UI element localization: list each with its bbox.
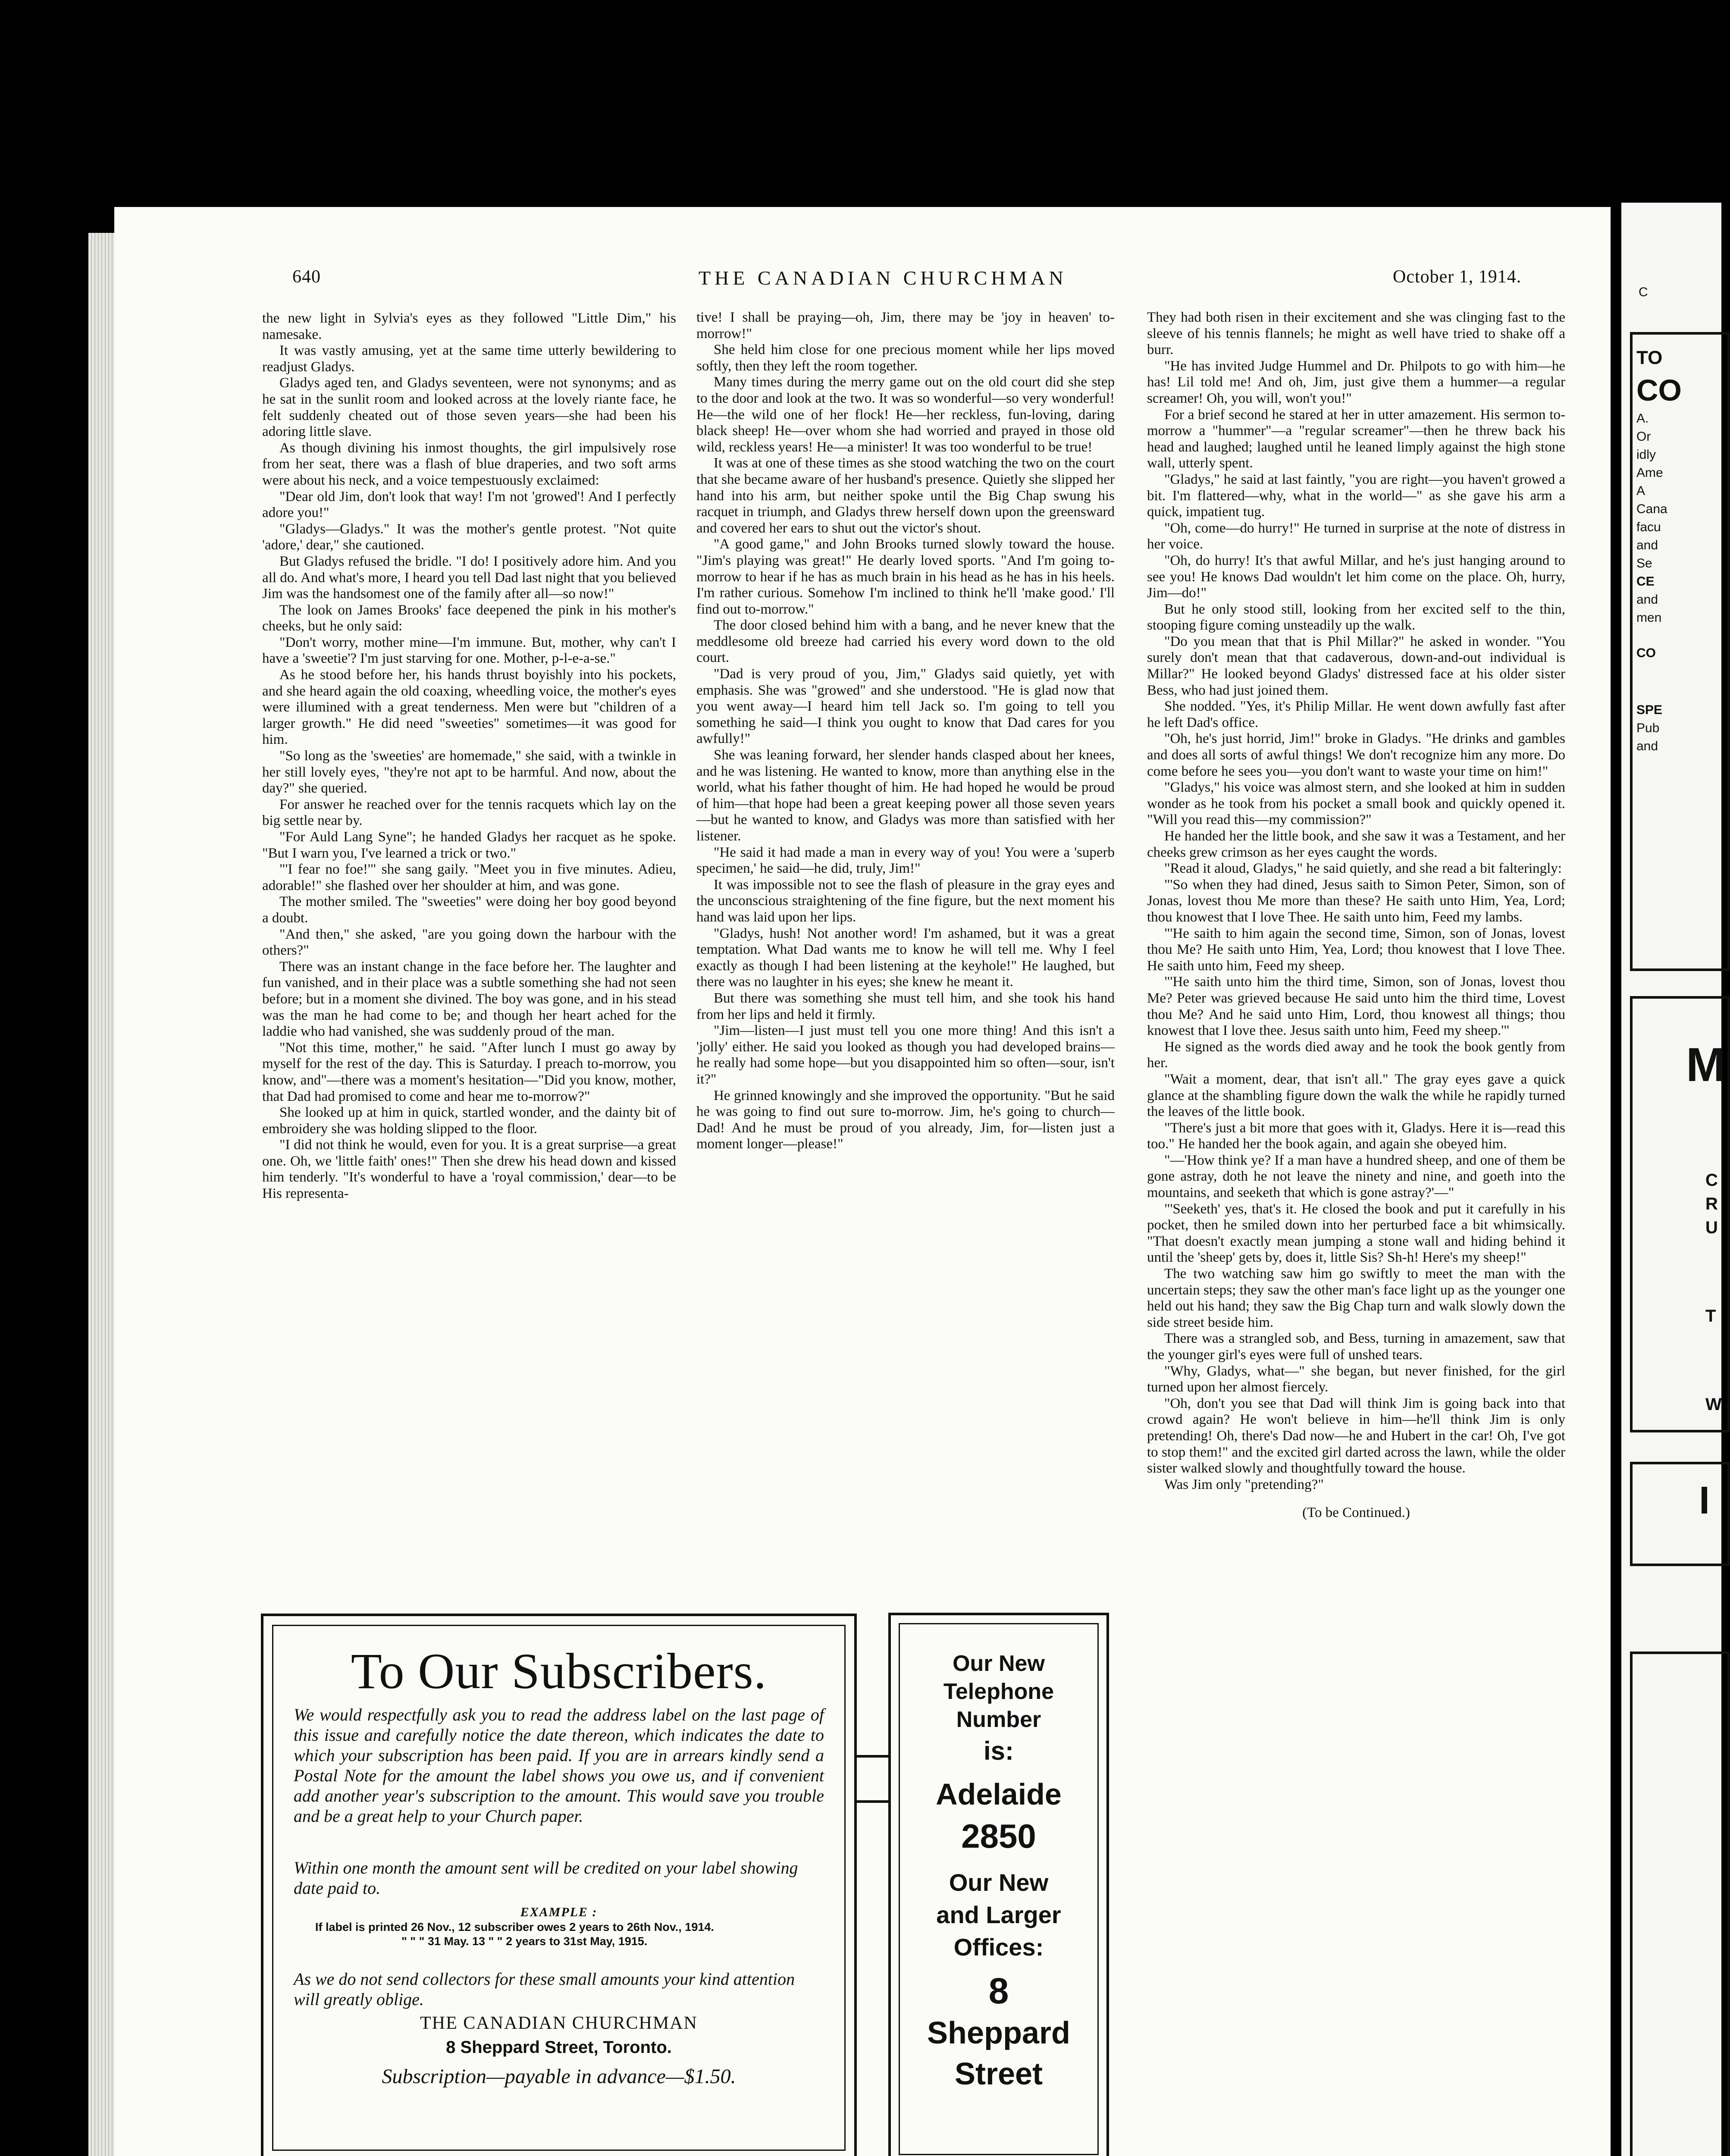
- paragraph: Many times during the merry game out on the old court did she step to the door and look at the two. It was so wonderful—so very wonderful! He—the wild one of her flock! He—her reckless, fun-loving, daring black sheep! He—over whom she had worried and prayed in those old wild, reckless years! He—a minister! It was too wonderful to be true!: [696, 374, 1115, 455]
- fragment: and: [1636, 739, 1658, 753]
- continued-notice: (To be Continued.): [1302, 1505, 1410, 1521]
- paragraph: As he stood before her, his hands thrust boyishly into his pockets, and she heard again the old coaxing, wheedling voice, the mother's eyes were illumined with a great tenderness. Men were but "children of a larger growth." He did need "sweeties" sometimes—it was good for him.: [262, 667, 676, 748]
- fragment: U: [1705, 1218, 1718, 1237]
- tel-number: 2850: [961, 1817, 1036, 1855]
- paragraph: "'He saith to him again the second time, Simon, son of Jonas, lovest thou Me? He saith unto Him, Yea, Lord; thou knowest that I love Thee. He saith unto him, Feed my sheep.: [1147, 925, 1565, 974]
- paragraph: "Read it aloud, Gladys," he said quietly, and she read a bit falteringly:: [1164, 861, 1562, 877]
- paragraph: "Gladys," he said at last faintly, "you are right—you haven't growed a bit. I'm flattered—why, what in the world—" as she gave his arm a quick, impatient tug.: [1147, 471, 1565, 520]
- paragraph: It was impossible not to see the flash of pleasure in the gray eyes and the unconscious straightening of the fine figure, but the next moment his hand was laid upon her lips.: [696, 877, 1115, 925]
- tel-street: Street: [954, 2057, 1043, 2091]
- paragraph: For answer he reached over for the tennis racquets which lay on the big settle near by.: [262, 796, 676, 829]
- paragraph: "A good game," and John Brooks turned slowly toward the house. "Jim's playing was great!" He dearly loved sports. "And I'm going to-morrow to hear if he has as much brain in his head as he has in his heels. I'm rather curious. Somehow I'm inclined to think he'll 'make good.' I'll find out to-morrow.": [696, 536, 1115, 617]
- paragraph: She looked up at him in quick, startled wonder, and the dainty bit of embroidery she was holding slipped to the floor.: [262, 1105, 676, 1137]
- fragment: CO: [1636, 646, 1656, 660]
- paragraph: The two watching saw him go swiftly to meet the man with the uncertain steps; they saw the other man's face light up as the younger one held out his hand; they saw the Big Chap turn and walk slowly down the side street beside him.: [1147, 1266, 1565, 1330]
- paragraph: tive! I shall be praying—oh, Jim, there may be 'joy in heaven' to-morrow!": [696, 310, 1115, 342]
- fragment: Or: [1636, 429, 1651, 444]
- paragraph: "And then," she asked, "are you going down the harbour with the others?": [262, 926, 676, 959]
- paragraph: As though divining his inmost thoughts, the girl impulsively rose from her seat, there was a flash of blue draperies, and two soft arms were about his neck, and a voice tempestuously exclaimed:: [262, 440, 676, 488]
- tel-line: is:: [983, 1736, 1014, 1765]
- collectors-notice: As we do not send collectors for these small amounts your kind attention will greatly oblige.: [294, 1969, 795, 2009]
- paragraph: But Gladys refused the bridle. "I do! I positively adore him. And you all do. And what's more, I heard you tell Dad last night that you believed Jim was the handsomest one of the family after all—so now!": [262, 553, 676, 602]
- paragraph: "He said it had made a man in every way of you! You were a 'superb specimen,' he said—he did, truly, Jim!": [696, 844, 1115, 877]
- subscribers-body: We would respectfully ask you to read the address label on the last page of this issue and carefully notice the date thereon, which indicates the date to which your subscription has been paid. If you are in arrears kindly send a Postal Note for the amount the label shows you owe us, and if convenient add another year's subscription to the amount. This would save you trouble and be a great help to your Church paper.: [294, 1705, 824, 1826]
- paragraph: "Gladys," his voice was almost stern, and she looked at him in sudden wonder as he took from his pocket a small book and quickly opened it. "Will you read this—my commission?": [1147, 780, 1565, 828]
- tel-street-number: 8: [988, 1971, 1009, 2011]
- fragment: Se: [1636, 556, 1652, 570]
- paragraph: "Not this time, mother," he said. "After lunch I must go away by myself for the rest of the day. This is Saturday. I preach to-morrow, you know, and"—there was a moment's hesitation—"Did you know, mother, that Dad had promised to come and hear me to-morrow?": [262, 1040, 676, 1104]
- paragraph: He signed as the words died away and he took the book gently from her.: [1147, 1039, 1565, 1071]
- adjacent-box-1-text: [1636, 345, 1682, 755]
- fragment: CO: [1636, 373, 1682, 407]
- fragment: C: [1705, 1171, 1718, 1190]
- paragraph: They had both risen in their excitement and she was clinging fast to the sleeve of his tennis flannels; he might as well have tried to shake off a burr.: [1147, 310, 1565, 358]
- paragraph: It was at one of these times as she stood watching the two on the court that she became aware of her husband's presence. Quietly she slipped her hand into his arm, but neither spoke until the Big Chap swung his racquet in triumph, and Gladys threw herself down upon the greensward and covered her ears to shut out the victor's shout.: [696, 455, 1115, 536]
- story-column-3: [1147, 310, 1565, 2155]
- paragraph: "Dad is very proud of you, Jim," Gladys said quietly, yet with emphasis. She was "growed" and she understood. "He is glad now that you went away—I heard him tell Jack so. I'm going to tell you something he said—I think you ought to know that Dad cares for you awfully!": [696, 666, 1115, 747]
- paragraph: There was a strangled sob, and Bess, turning in amazement, saw that the younger girl's eyes were full of unshed tears.: [1147, 1331, 1565, 1363]
- masthead-title: THE CANADIAN CHURCHMAN: [699, 267, 1067, 289]
- fragment: SPE: [1636, 703, 1663, 717]
- fragment: idly: [1636, 448, 1656, 462]
- paragraph: "So long as the 'sweeties' are homemade," she said, with a twinkle in her still lovely eyes, "they're not apt to be harmful. And now, about the day?" she queried.: [262, 748, 676, 796]
- paragraph: "'Seeketh' yes, that's it. He closed the book and put it carefully in his pocket, then he smiled down into her perturbed face a bit whimsically. "That doesn't exactly mean jumping a stone wall and hiding behind it until the 'sheep' gets by, does it, little Sis? Sh-h! Here's my sheep!": [1147, 1201, 1565, 1266]
- paragraph: "Why, Gladys, what—" she began, but never finished, for the girl turned upon her almost fiercely.: [1147, 1363, 1565, 1395]
- paragraph: Was Jim only "pretending?": [1164, 1476, 1324, 1492]
- publisher-address: 8 Sheppard Street, Toronto.: [446, 2038, 672, 2057]
- paragraph: "He has invited Judge Hummel and Dr. Philpots to go with him—he has! Lil told me! And oh, Jim, just give them a hummer—a regular screamer! Oh, you will, won't you!": [1147, 358, 1565, 406]
- paragraph: "Gladys—Gladys." It was the mother's gentle protest. "Not quite 'adore,' dear," she cautioned.: [262, 521, 676, 553]
- subscription-price: Subscription—payable in advance—$1.50.: [382, 2065, 736, 2088]
- adjacent-box-4: [1630, 1651, 1730, 2156]
- fragment: TO: [1636, 347, 1663, 368]
- fragment: M: [1686, 1038, 1726, 1091]
- paragraph: It was vastly amusing, yet at the same time utterly bewildering to readjust Gladys.: [262, 343, 676, 375]
- subscribers-heading: To Our Subscribers.: [351, 1643, 767, 1699]
- example-line: If label is printed 26 Nov., 12 subscriber owes 2 years to 26th Nov., 1914.: [315, 1921, 714, 1934]
- adjacent-box-3-text: [1699, 1479, 1710, 1522]
- story-column-2: [696, 310, 1115, 1597]
- ad-connector-rule: [852, 1755, 888, 1758]
- paragraph: "Oh, do hurry! It's that awful Millar, and he's just hanging around to see you! He knows Dad wouldn't let him come on the place. Oh, hurry, Jim—do!": [1147, 552, 1565, 601]
- subscribers-notice: [261, 1614, 857, 2156]
- paragraph: "—'How think ye? If a man have a hundred sheep, and one of them be gone astray, doth he not leave the ninety and nine, and goeth into the mountains, and seeketh that which is gone astray?'—": [1147, 1152, 1565, 1201]
- fragment: facu: [1636, 520, 1661, 534]
- paragraph: For a brief second he stared at her in utter amazement. His sermon to-morrow a "hummer"—a "regular screamer"—then he threw back his head and laughed; laughed until he leaned limply against the high stone wall, utterly spent.: [1147, 407, 1565, 471]
- fragment: C: [1639, 285, 1648, 299]
- paragraph: "Jim—listen—I just must tell you one more thing! And this isn't a 'jolly' either. He said you looked as though you had developed brains—he really had some hope—but you disappointed him so often—sour, isn't it?": [696, 1023, 1115, 1087]
- adjacent-box-2-text: [1686, 1039, 1726, 1091]
- fragment: and: [1636, 592, 1658, 607]
- paragraph: "'I fear no foe!'" she sang gaily. "Meet you in five minutes. Adieu, adorable!" she flashed over her shoulder at him, and was gone.: [262, 862, 676, 893]
- paragraph: "Oh, don't you see that Dad will think Jim is going back into that crowd again? He won't believe in him—he'll think Jim is only pretending! Oh, there's Dad now—he and Hubert in the car! Oh, I've got to stop them!" and the excited girl darted across the lawn, while the older sister walked slowly and thoughtfully toward the house.: [1147, 1395, 1565, 1476]
- example-line: " " " 31 May. 13 " " 2 years to 31st May, 1915.: [401, 1935, 648, 1948]
- paragraph: "Gladys, hush! Not another word! I'm ashamed, but it was a great temptation. What Dad wants me to know he will tell me. Why I feel exactly as though I had been listening at the keyhole!" He laughed, but there was no laughter in his eyes; she knew he meant it.: [696, 925, 1115, 990]
- publisher-name: THE CANADIAN CHURCHMAN: [420, 2013, 698, 2033]
- paragraph: the new light in Sylvia's eyes as they followed "Little Dim," his namesake.: [262, 310, 676, 342]
- paragraph: He handed her the little book, and she saw it was a Testament, and her cheeks grew crimson as her eyes caught the words.: [1147, 828, 1565, 860]
- fragment-group: [1636, 410, 1682, 755]
- paragraph: The look on James Brooks' face deepened the pink in his mother's cheeks, but he only said:: [262, 602, 676, 634]
- fragment: W: [1705, 1395, 1722, 1414]
- fragment: R: [1705, 1194, 1718, 1213]
- paragraph: "Don't worry, mother mine—I'm immune. But, mother, why can't I have a 'sweetie'? I'm just starving for one. Mother, p-l-e-a-se.": [262, 634, 676, 667]
- telephone-notice: [888, 1613, 1109, 2156]
- paragraph: He grinned knowingly and she improved the opportunity. "But he said he was going to find out sure to-morrow. Jim, he's going to church—Dad! And he must be proud of you already, Jim, for—listen just a moment longer—please!": [696, 1087, 1115, 1152]
- paragraph: "Oh, he's just horrid, Jim!" broke in Gladys. "He drinks and gambles and does all sorts of awful things! We don't recognize him any more. Do come before he sees you—you don't want to waste your time on him!": [1147, 731, 1565, 779]
- fragment: Pub: [1636, 721, 1660, 735]
- tel-line: Our New: [949, 1869, 1049, 1896]
- paragraph: "'He saith unto him the third time, Simon, son of Jonas, lovest thou Me? Peter was grieved because He said unto him the third time, Lovest thou Me? And he said unto Him, Lord, thou knowest all things; thou knowest that I love thee. Jesus saith unto him, Feed my sheep.'": [1147, 974, 1565, 1039]
- fragment: Cana: [1636, 502, 1667, 516]
- paragraph: Gladys aged ten, and Gladys seventeen, were not synonyms; and as he sat in the sunlit room and looked across at the lovely riante face, he felt suddenly cheated out of those seven years—she had been his adoring little slave.: [262, 375, 676, 440]
- tel-line: Telephone: [943, 1679, 1054, 1704]
- paragraph: She held him close for one precious moment while her lips moved softly, then they left the room together.: [696, 342, 1115, 374]
- paragraph: There was an instant change in the face before her. The laughter and fun vanished, and in their place was a subtle something she had not seen before; but in a moment she divined. The boy was gone, and in his stead was the man he had come to be; and though her heart ached for the laddie who had vanished, she was suddenly proud of the man.: [262, 959, 676, 1040]
- page-folio: 640: [292, 267, 321, 287]
- ad-connector-rule: [852, 1800, 888, 1803]
- paragraph: "'So when they had dined, Jesus saith to Simon Peter, Simon, son of Jonas, lovest thou Me more than these? He saith unto Him, Yea, Lord; thou knowest that I love Thee. He saith unto him, Feed my lambs.: [1147, 877, 1565, 925]
- example-heading: EXAMPLE :: [520, 1905, 598, 1919]
- paragraph: But there was something she must tell him, and she took his hand from her lips and held it firmly.: [696, 990, 1115, 1022]
- adjacent-box-3: [1630, 1462, 1730, 1566]
- issue-date: October 1, 1914.: [1393, 267, 1522, 287]
- fragment: Ame: [1636, 466, 1663, 480]
- paragraph: She was leaning forward, her slender hands clasped about her knees, and he was listening. He wanted to know, more than anything else in the world, what his father thought of him. He had hoped he would be proud of him—that hope had been a great keeping power all those seven years—but he wanted to know, and Gladys was more than satisfied with her listener.: [696, 747, 1115, 844]
- paragraph: "For Auld Lang Syne"; he handed Gladys her racquet as he spoke. "But I warn you, I've learned a trick or two.": [262, 829, 676, 861]
- adjacent-box-2-letters: [1705, 1169, 1722, 1416]
- fragment: men: [1636, 611, 1662, 625]
- fragment: A: [1636, 484, 1645, 498]
- paragraph: But he only stood still, looking from her excited self to the thin, stooping figure coming unsteadily up the walk.: [1147, 601, 1565, 633]
- paragraph: "Do you mean that that is Phil Millar?" he asked in wonder. "You surely don't mean that that cadaverous, down-and-out individual is Millar?" He looked beyond Gladys' distressed face at his older sister Bess, who had just joined them.: [1147, 633, 1565, 698]
- story-column-1: [262, 310, 676, 1583]
- paragraph: The door closed behind him with a bang, and he never knew that the meddlesome old breeze had carried his every word down to the old court.: [696, 617, 1115, 666]
- paragraph: The mother smiled. The "sweeties" were doing her boy good beyond a doubt.: [262, 894, 676, 926]
- paragraph: "There's just a bit more that goes with it, Gladys. Here it is—read this too." He handed her the book again, and again she obeyed him.: [1147, 1120, 1565, 1152]
- example-lines: [315, 1920, 820, 1949]
- fragment: and: [1636, 538, 1658, 552]
- tel-street: Sheppard: [927, 2016, 1071, 2050]
- paragraph: She nodded. "Yes, it's Philip Millar. He went down awfully fast after he left Dad's office.: [1147, 699, 1565, 730]
- fragment: I: [1699, 1479, 1710, 1522]
- tel-line: Offices:: [953, 1934, 1044, 1961]
- telephone-notice-inner-border: [899, 1623, 1099, 2155]
- fragment: A.: [1636, 411, 1649, 426]
- tel-line: Number: [956, 1707, 1041, 1732]
- tel-exchange: Adelaide: [936, 1777, 1062, 1811]
- adjacent-page: [1621, 203, 1726, 2156]
- fragment: CE: [1636, 574, 1655, 589]
- paragraph: "Oh, come—do hurry!" He turned in surprise at the note of distress in her voice.: [1147, 520, 1565, 552]
- subscribers-within: Within one month the amount sent will be credited on your label showing date paid to.: [294, 1858, 798, 1898]
- tel-line: and Larger: [936, 1901, 1061, 1928]
- tel-line: Our New: [953, 1651, 1045, 1676]
- fragment: T: [1705, 1307, 1716, 1326]
- paragraph: "Wait a moment, dear, that isn't all." The gray eyes gave a quick glance at the shambling figure down the walk the while he rapidly turned the leaves of the little book.: [1147, 1071, 1565, 1120]
- paragraph: "I did not think he would, even for you. It is a great surprise—a great one. Oh, we 'little faith' ones!" Then she drew his head down and kissed him tenderly. "It's wonderful to have a 'royal commission,' dear—to be His representa-: [262, 1137, 676, 1202]
- paragraph: "Dear old Jim, don't look that way! I'm not 'growed'! And I perfectly adore you!": [262, 489, 676, 521]
- adjacent-page-fragments: [1639, 285, 1648, 300]
